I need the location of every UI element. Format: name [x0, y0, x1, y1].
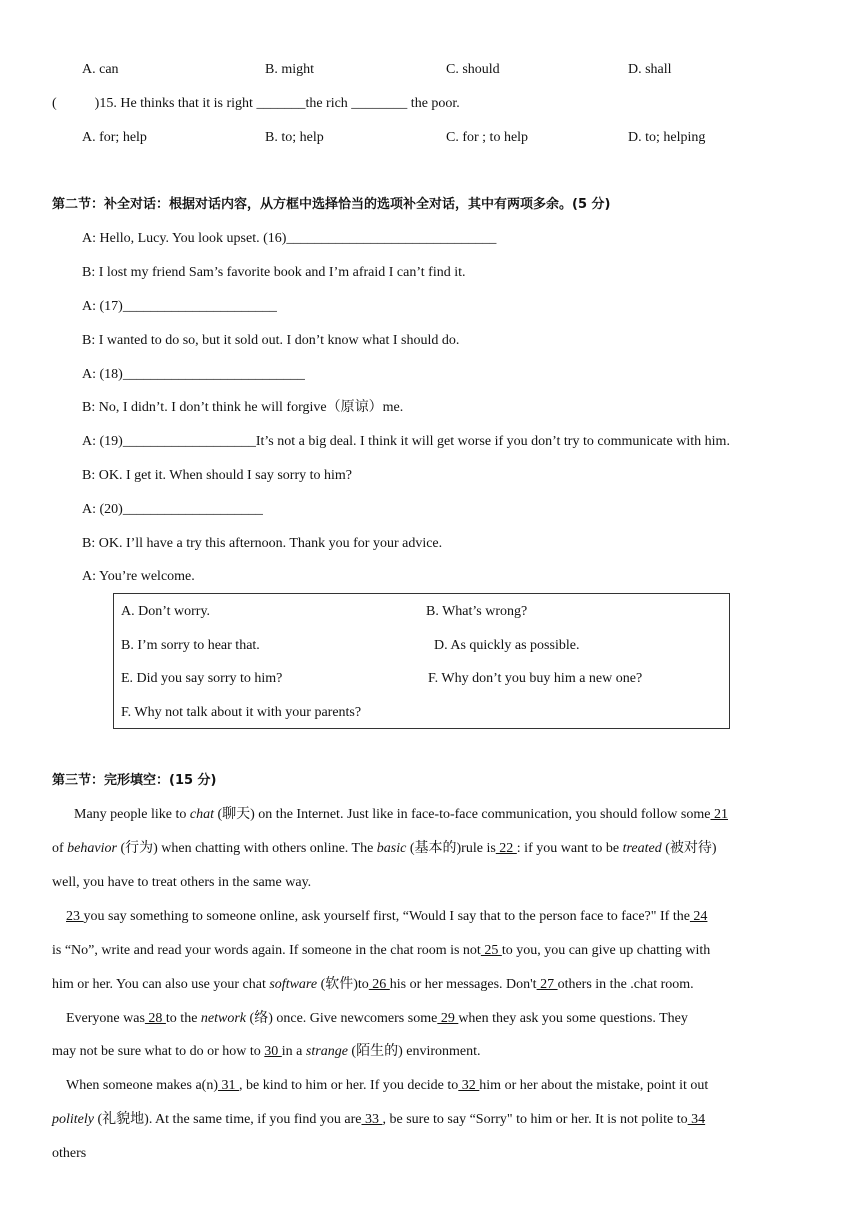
- dialogue-line: A: (18)__________________________: [82, 367, 305, 382]
- blank-34: 34: [687, 1112, 706, 1127]
- text: (被对待): [661, 841, 717, 856]
- italic-word: behavior: [67, 841, 117, 856]
- q15-text: )15. He thinks that it is right _______the rich ________ the poor.: [94, 96, 460, 111]
- blank-27: 27: [536, 977, 558, 992]
- text: (行为) when chatting with others online. The: [116, 841, 377, 856]
- blank-28: 28: [144, 1011, 166, 1026]
- blank-30: 30: [264, 1044, 282, 1059]
- dialogue-line: B: I wanted to do so, but it sold out. I don’t know what I should do.: [82, 333, 460, 348]
- q14-option-a: A. can: [82, 62, 119, 77]
- text: (聊天) on the Internet. Just like in face-to-face communication, you should follow some: [213, 807, 711, 822]
- blank-26: 26: [368, 977, 390, 992]
- dialogue-line: B: OK. I get it. When should I say sorry to him?: [82, 468, 352, 483]
- text: (陌生的) environment.: [347, 1044, 481, 1059]
- blank-22: 22: [495, 841, 517, 856]
- text: (络) once. Give newcomers some: [246, 1011, 438, 1026]
- dialogue-line: B: OK. I’ll have a try this afternoon. Thank you for your advice.: [82, 536, 443, 551]
- passage-line: [52, 942, 710, 960]
- passage-line: [52, 976, 694, 994]
- passage-line: [66, 1077, 708, 1095]
- q15-option-d: D. to; helping: [628, 130, 706, 145]
- passage-line: others: [52, 1146, 87, 1161]
- box-option-b: B. What’s wrong?: [426, 604, 528, 619]
- box-option-g: F. Why not talk about it with your parents?: [121, 705, 362, 720]
- blank-29: 29: [437, 1011, 459, 1026]
- text: may not be sure what to do or how to: [52, 1044, 265, 1059]
- blank-24: 24: [689, 909, 708, 924]
- italic-word: treated: [622, 841, 662, 856]
- blank-32: 32: [458, 1078, 480, 1093]
- passage-line: [66, 908, 707, 926]
- text: Everyone was: [66, 1011, 145, 1026]
- passage-line: [52, 840, 717, 858]
- text: Many people like to: [74, 807, 190, 822]
- passage-line: well, you have to treat others in the same way.: [52, 875, 312, 890]
- text: you say something to someone online, ask yourself first, “Would I say that to the person face to face?" If the: [83, 909, 690, 924]
- text: him or her. You can also use your chat: [52, 977, 270, 992]
- q15-question: [52, 95, 460, 113]
- dialogue-line: A: (20)____________________: [82, 502, 263, 517]
- dialogue-line: B: No, I didn’t. I don’t think he will forgive（原谅）me.: [82, 400, 404, 415]
- passage-line: [52, 1111, 705, 1129]
- dialogue-line: A: (19)___________________It’s not a big deal. I think it will get worse if you don’t try to communicate with him.: [82, 434, 730, 449]
- box-option-a: A. Don’t worry.: [121, 604, 211, 619]
- box-option-c: B. I’m sorry to hear that.: [121, 638, 260, 653]
- blank-21: 21: [710, 807, 728, 822]
- q15-option-c: C. for ; to help: [446, 130, 529, 145]
- text: when they ask you some questions. They: [458, 1011, 688, 1026]
- text: his or her messages. Don't: [389, 977, 537, 992]
- dialogue-line: A: Hello, Lucy. You look upset. (16)______________________________: [82, 231, 497, 246]
- blank-31: 31: [218, 1078, 239, 1093]
- passage-line: [66, 1010, 688, 1028]
- blank-33: 33: [361, 1112, 383, 1127]
- text: of: [52, 841, 68, 856]
- text: , be sure to say “Sorry" to him or her. It is not polite to: [382, 1112, 688, 1127]
- dialogue-line: A: (17)______________________: [82, 299, 277, 314]
- text: : if you want to be: [516, 841, 623, 856]
- italic-word: software: [269, 977, 318, 992]
- italic-word: basic: [376, 841, 407, 856]
- passage-line: [74, 806, 728, 824]
- q15-option-a: A. for; help: [82, 130, 147, 145]
- italic-word: strange: [305, 1044, 348, 1059]
- q14-option-b: B. might: [265, 62, 315, 77]
- dialogue-line: A: You’re welcome.: [82, 569, 195, 584]
- text: is “No”, write and read your words again. If someone in the chat room is not: [52, 943, 481, 958]
- italic-word: network: [200, 1011, 247, 1026]
- blank-23: 23: [66, 909, 84, 924]
- text: , be kind to him or her. If you decide to: [239, 1078, 459, 1093]
- q15-paren-open: (: [52, 96, 57, 111]
- q14-option-d: D. shall: [628, 62, 672, 77]
- text: others in the .chat room.: [557, 977, 694, 992]
- dialogue-line: B: I lost my friend Sam’s favorite book and I’m afraid I can’t find it.: [82, 265, 466, 280]
- section2-heading: 第二节：补全对话：根据对话内容，从方框中选择恰当的选项补全对话，其中有两项多余。(5 分): [52, 197, 611, 212]
- text: (礼貌地). At the same time, if you find you are: [94, 1112, 362, 1127]
- italic-word: politely: [52, 1112, 94, 1127]
- text: When someone makes a(n): [66, 1078, 218, 1093]
- q15-option-b: B. to; help: [265, 130, 324, 145]
- box-option-e: E. Did you say sorry to him?: [121, 671, 283, 686]
- text: him or her about the mistake, point it out: [479, 1078, 709, 1093]
- q14-option-c: C. should: [446, 62, 500, 77]
- text: (软件)to: [317, 977, 369, 992]
- box-option-d: D. As quickly as possible.: [434, 638, 580, 653]
- text: to the: [165, 1011, 201, 1026]
- italic-word: chat: [189, 807, 214, 822]
- text: (基本的)rule is: [406, 841, 496, 856]
- text: in a: [281, 1044, 306, 1059]
- blank-25: 25: [480, 943, 502, 958]
- passage-line: [52, 1043, 481, 1061]
- section3-heading: 第三节：完形填空：(15 分): [52, 773, 217, 788]
- text: to you, you can give up chatting with: [501, 943, 711, 958]
- box-option-f: F. Why don’t you buy him a new one?: [428, 671, 643, 686]
